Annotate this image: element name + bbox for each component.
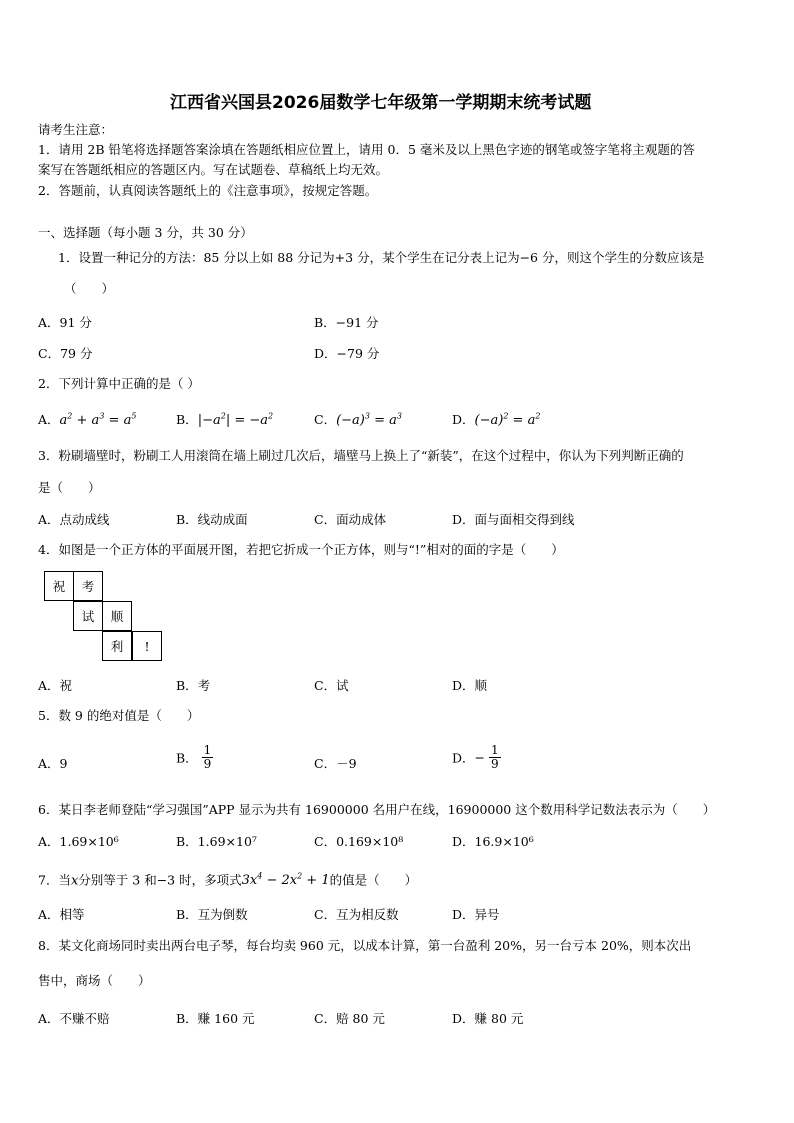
q7-stem-c: 的值是（ ）: [329, 872, 418, 888]
q8-option-b: B．赚 160 元: [176, 1011, 255, 1026]
q8-option-d: D．赚 80 元: [452, 1011, 524, 1026]
q2-option-c: [314, 410, 402, 428]
q2-option-a: [38, 410, 136, 428]
q4-option-b: B．考: [176, 678, 211, 693]
q5-option-c: C．－9: [314, 756, 357, 771]
q7-option-b: B．互为倒数: [176, 907, 248, 922]
cube-net-diagram: [44, 571, 166, 663]
q2-option-d-label: D．: [452, 412, 475, 427]
q2-option-d: [452, 410, 540, 428]
q2-option-c-formula: $(-a)^3 = a^3$: [336, 411, 402, 428]
q5-d-denominator: 9: [491, 757, 499, 771]
q8-option-c: C．赔 80 元: [314, 1011, 385, 1026]
q4-option-d: D．顺: [452, 678, 488, 693]
q7-option-c: C．互为相反数: [314, 907, 399, 922]
q5-option-a: A．9: [38, 756, 68, 771]
q5-d-minus: −: [474, 750, 486, 765]
q7-option-d: D．异号: [452, 907, 500, 922]
q1-paren: （ ）: [64, 281, 115, 296]
q2-option-a-label: A．: [38, 412, 60, 427]
net-cell-4: 顺: [102, 601, 132, 631]
q6-option-b: B．1.69×10⁷: [176, 834, 257, 849]
q3-stem: 3．粉刷墙壁时，粉刷工人用滚筒在墙上刷过几次后，墙壁马上换上了“新装”，在这个过程中，你认为下列判断正确的: [38, 448, 684, 463]
q5-d-numerator: 1: [491, 743, 499, 757]
section-heading: 一、选择题（每小题 3 分，共 30 分）: [38, 225, 253, 240]
q1-option-c: C．79 分: [38, 346, 93, 361]
q3-option-c: C．面动成体: [314, 512, 387, 527]
q2-option-a-formula: $a^2 + a^3 = a^5$: [59, 411, 137, 428]
q5-option-b-label: B．: [176, 750, 198, 766]
q6-stem: 6．某日李老师登陆“学习强国”APP 显示为共有 16900000 名用户在线，16900000 这个数用科学记数法表示为（ ）: [38, 802, 716, 817]
q7-stem: [38, 868, 417, 889]
q3-option-b: B．线动成面: [176, 512, 248, 527]
q3-option-d: D．面与面相交得到线: [452, 512, 575, 527]
q6-option-c: C．0.169×10⁸: [314, 834, 404, 849]
net-cell-6: !: [132, 631, 162, 661]
net-cell-3: 试: [73, 601, 103, 631]
q5-option-d-fraction: [489, 744, 501, 771]
q5-option-b-fraction: [202, 744, 214, 771]
q2-option-b: [176, 410, 273, 428]
q1-option-d: D．−79 分: [314, 346, 380, 361]
q3-option-a: A．点动成线: [38, 512, 110, 527]
notice-line-1b: 案写在答题纸相应的答题区内。写在试题卷、草稿纸上均无效。: [38, 162, 389, 177]
q7-variable: x: [70, 873, 79, 889]
q7-polynomial: $3x^4 - 2x^2 + 1$: [241, 872, 330, 889]
q1-stem: 1．设置一种记分的方法：85 分以上如 88 分记为+3 分，某个学生在记分表上记为−6 分，则这个学生的分数应该是: [58, 250, 705, 265]
net-cell-5: 利: [102, 631, 132, 661]
q2-stem: 2．下列计算中正确的是（ ）: [38, 376, 200, 391]
notice-line-2: 2．答题前，认真阅读答题纸上的《注意事项》，按规定答题。: [38, 183, 378, 198]
net-cell-1: 祝: [44, 571, 74, 601]
net-cell-2: 考: [73, 571, 103, 601]
q8-option-a: A．不赚不赔: [38, 1011, 110, 1026]
q3-stem-2: 是（ ）: [38, 480, 101, 495]
q6-option-d: D．16.9×10⁶: [452, 834, 534, 849]
q2-option-b-label: B．: [176, 412, 198, 427]
q2-option-c-label: C．: [314, 412, 337, 427]
q4-stem: 4．如图是一个正方体的平面展开图，若把它折成一个正方体，则与“!”相对的面的字是（ ）: [38, 542, 564, 557]
notice-line-1a: 1．请用 2B 铅笔将选择题答案涂填在答题纸相应位置上，请用 0．5 毫米及以上黑色字迹的钢笔或签字笔将主观题的答: [38, 142, 695, 157]
q8-stem-2: 售中，商场（ ）: [38, 973, 151, 988]
q5-option-b: [176, 744, 213, 771]
q5-b-denominator: 9: [203, 757, 212, 771]
q1-option-b: B．−91 分: [314, 315, 379, 330]
q7-option-a: A．相等: [38, 907, 85, 922]
notice-heading: 请考生注意：: [38, 122, 114, 137]
q4-option-c: C．试: [314, 678, 349, 693]
q7-stem-a: 7．当: [38, 872, 71, 888]
q2-option-b-formula: $|-a^2| = -a^2$: [197, 411, 274, 428]
q8-stem: 8．某文化商场同时卖出两台电子琴，每台均卖 960 元，以成本计算，第一台盈利 20%，另一台亏本 20%，则本次出: [38, 938, 692, 953]
q2-option-d-formula: $(-a)^2 = a^2$: [474, 411, 541, 428]
q7-stem-b: 分别等于 3 和−3 时，多项式: [78, 872, 242, 888]
q5-option-d: [452, 744, 501, 771]
q5-stem: 5．数 9 的绝对值是（ ）: [38, 708, 200, 723]
q6-option-a: A．1.69×10⁶: [38, 834, 119, 849]
page-title: 江西省兴国县2026届数学七年级第一学期期末统考试题: [170, 93, 592, 113]
q4-option-a: A．祝: [38, 678, 73, 693]
q1-option-a: A．91 分: [38, 315, 92, 330]
q5-b-numerator: 1: [203, 743, 212, 757]
q5-option-d-label: D．: [452, 750, 475, 766]
